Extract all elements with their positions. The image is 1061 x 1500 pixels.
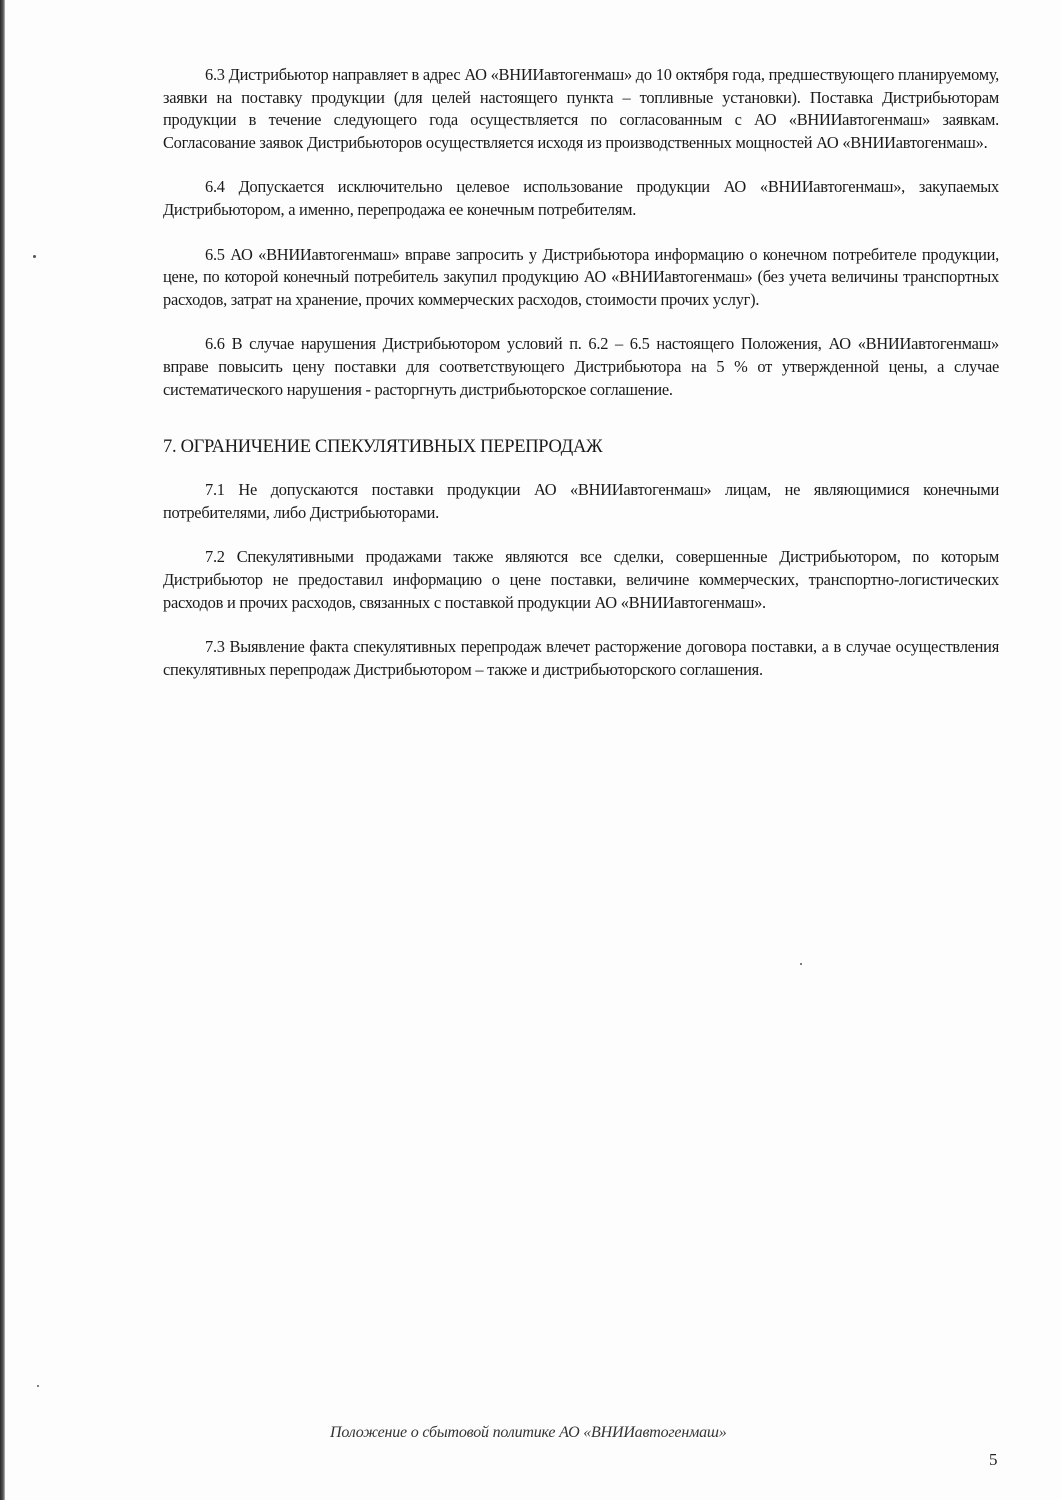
page-number: 5 — [989, 1450, 998, 1469]
scan-speck — [800, 963, 802, 965]
paragraph-6-6: 6.6 В случае нарушения Дистрибьютором условий п. 6.2 – 6.5 настоящего Положения, АО «ВНИИавтогенмаш» вправе повысить цену поставки для соответствующего Дистрибьютора на 5 % от утвержденной цены, а случае систематического нарушения - расторгнуть дистрибьюторское соглашение. — [163, 334, 999, 399]
section-7-heading: 7. ОГРАНИЧЕНИЕ СПЕКУЛЯТИВНЫХ ПЕРЕПРОДАЖ — [163, 437, 603, 458]
paragraph-6-5: 6.5 АО «ВНИИавтогенмаш» вправе запросить у Дистрибьютора информацию о конечном потребителе продукции, цене, по которой конечный потребитель закупил продукцию АО «ВНИИавтогенмаш» (без учета величины транспортных расходов, затрат на хранение, прочих коммерческих расходов, стоимости прочих услуг). — [163, 244, 999, 309]
footer-document-title: Положение о сбытовой политике АО «ВНИИавтогенмаш» — [330, 1424, 727, 1441]
paragraph-7-3: 7.3 Выявление факта спекулятивных перепродаж влечет расторжение договора поставки, а в случае осуществления спекулятивных перепродаж Дистрибьютором – также и дистрибьюторского соглашения. — [163, 637, 999, 679]
scan-edge-shadow — [0, 0, 5, 1500]
paragraph-6-3: 6.3 Дистрибьютор направляет в адрес АО «ВНИИавтогенмаш» до 10 октября года, предшествующего планируемому, заявки на поставку продукции (для целей настоящего пункта – топливные установки). Поставка Дистрибьюторам продукции в течение следующего года осуществляется по согласованным с АО «ВНИИавтогенмаш» заявкам. Согласование заявок Дистрибьюторов осуществляется исходя из производственных мощностей АО «ВНИИавтогенмаш». — [163, 65, 999, 152]
paragraph-7-1: 7.1 Не допускаются поставки продукции АО «ВНИИавтогенмаш» лицам, не являющимися конечными потребителями, либо Дистрибьюторами. — [163, 480, 999, 522]
document-body — [163, 64, 999, 703]
scan-speck — [33, 255, 36, 258]
paragraph-6-4: 6.4 Допускается исключительно целевое использование продукции АО «ВНИИавтогенмаш», закупаемых Дистрибьютором, а именно, перепродажа ее конечным потребителям. — [163, 177, 999, 219]
paragraph-7-2: 7.2 Спекулятивными продажами также являются все сделки, совершенные Дистрибьютором, по которым Дистрибьютор не предоставил информацию о цене поставки, величине коммерческих, транспортно-логистических расходов и прочих расходов, связанных с поставкой продукции АО «ВНИИавтогенмаш». — [163, 547, 999, 612]
scan-speck — [37, 1385, 39, 1387]
